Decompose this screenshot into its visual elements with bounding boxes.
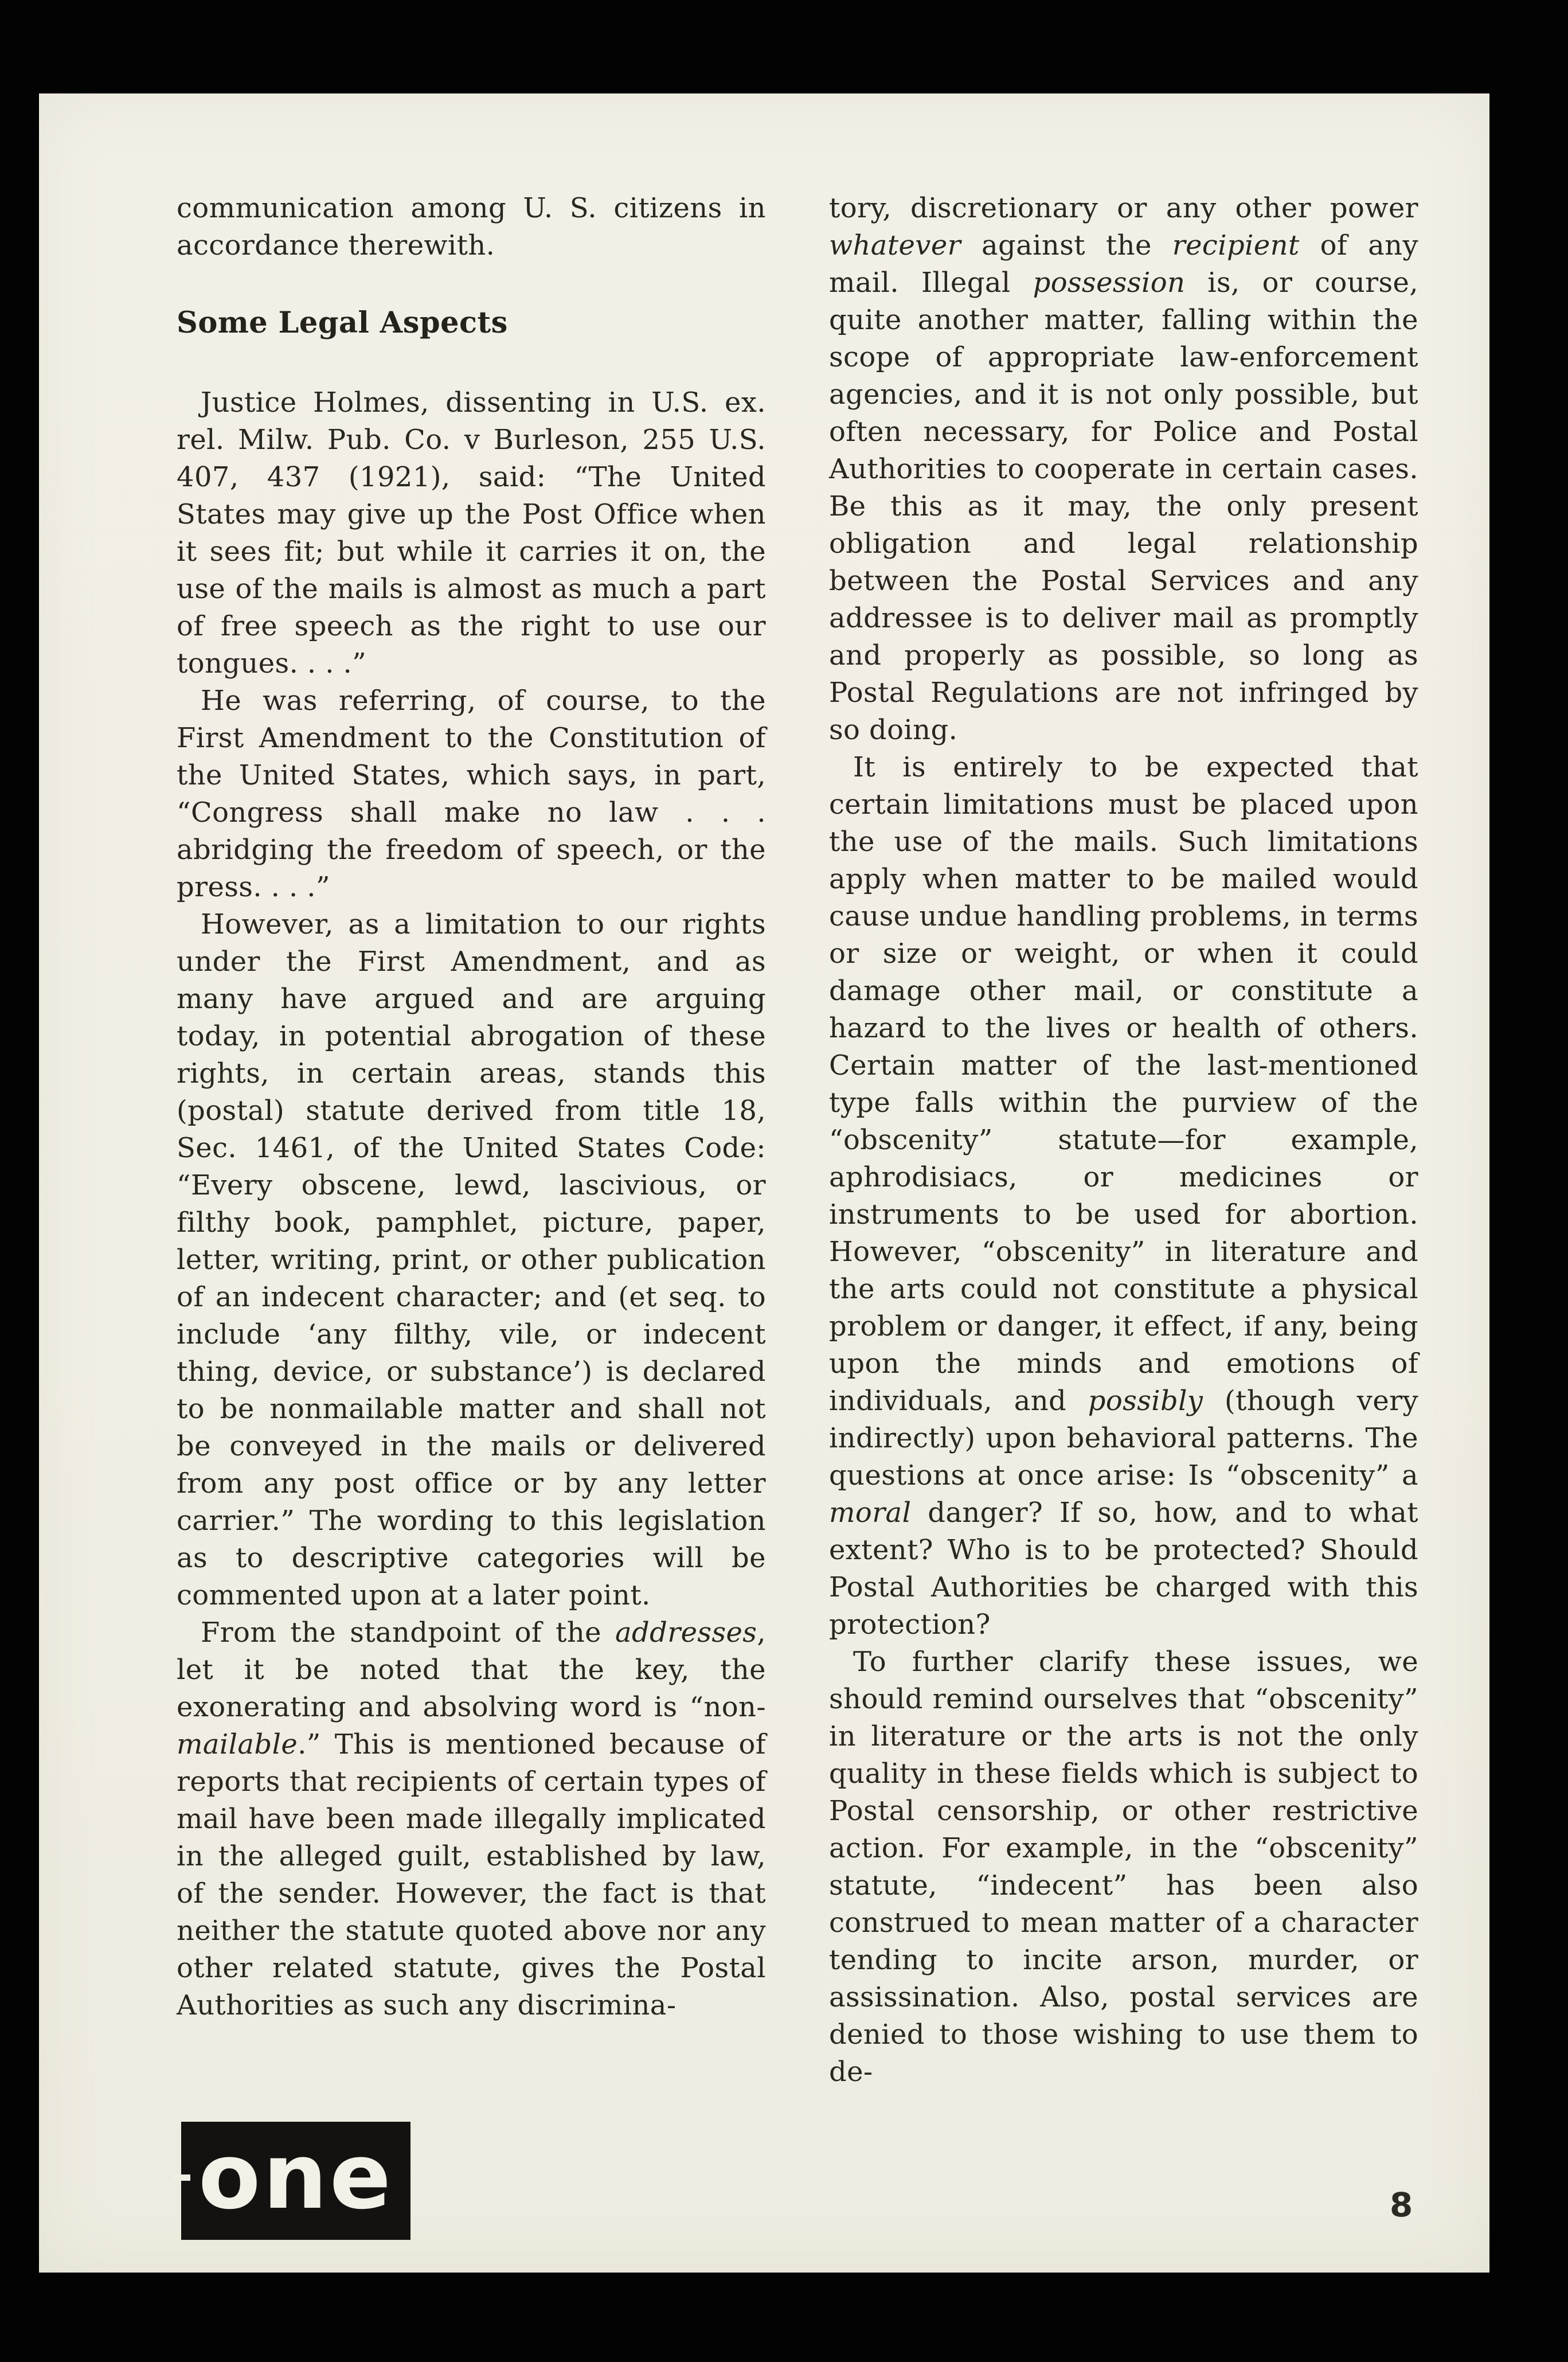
page-number: 8 bbox=[1390, 2185, 1413, 2224]
section-heading: Some Legal Aspects bbox=[177, 306, 508, 340]
magazine-page bbox=[39, 93, 1489, 2273]
body-paragraph: He was referring, of course, to the First Amendment to the Constitution of the United States, which says, in part, “Congress shall make no law . . . abridging the freedom of speech, or the press. . . .” bbox=[177, 685, 766, 903]
logo-text: one bbox=[198, 2124, 394, 2230]
right-column bbox=[829, 190, 1418, 2091]
left-column bbox=[177, 190, 766, 2024]
body-paragraph: communication among U. S. citizens in accordance therewith. bbox=[177, 192, 766, 261]
one-magazine-logo bbox=[181, 2122, 410, 2240]
body-paragraph: However, as a limitation to our rights under the First Amendment, and as many have argued and are arguing today, in potential abrogation of these rights, in certain areas, stands this (postal) statute derived from title 18, Sec. 1461, of the United States Code: “Every obscene, lewd, lascivious, or filthy book, pamphlet, picture, paper, letter, writing, print, or other publication of an indecent character; and (et seq. to include ‘any filthy, vile, or indecent thing, device, or substance’) is declared to be nonmailable matter and shall not be conveyed in the mails or delivered from any post office or by any letter carrier.” The wording to this legislation as to descriptive categories will be commented upon at a later point. bbox=[177, 908, 766, 1611]
body-paragraph: To further clarify these issues, we should remind ourselves that “obscenity” in literature or the arts is not the only quality in these fields which is subject to Postal censorship, or other restrictive action. For example, in the “obscenity” statute, “indecent” has been also construed to mean matter of a character tending to incite arson, murder, or assissination. Also, postal services are denied to those wishing to use them to de- bbox=[829, 1646, 1418, 2088]
body-paragraph: Justice Holmes, dissenting in U.S. ex. rel. Milw. Pub. Co. v Burleson, 255 U.S. 407, 437 (1921), said: “The United States may give up the Post Office when it sees fit; but while it carries it on, the use of the mails is almost as much a part of free speech as the right to use our tongues. . . .” bbox=[177, 386, 766, 680]
body-paragraph: tory, discretionary or any other power whatever against the recipient of any mail. Illegal possession is, or course, quite another matter, falling within the scope of appropriate law-enforcement agencies, and it is not only possible, but often necessary, for Police and Postal Authorities to cooperate in certain cases. Be this as it may, the only present obligation and legal relationship between the Postal Services and any addressee is to deliver mail as promptly and properly as possible, so long as Postal Regulations are not infringed by so doing. bbox=[829, 192, 1418, 746]
body-paragraph: From the standpoint of the addresses, let it be noted that the key, the exonerating and absolving word is “non-mailable.” This is mentioned because of reports that recipients of certain types of mail have been made illegally implicated in the alleged guilt, established by law, of the sender. However, the fact is that neither the statute quoted above nor any other related statute, gives the Postal Authorities as such any discrimina- bbox=[177, 1617, 766, 2021]
body-paragraph: It is entirely to be expected that certain limitations must be placed upon the use of the mails. Such limitations apply when matter to be mailed would cause undue handling problems, in terms or size or weight, or when it could damage other mail, or constitute a hazard to the lives or health of others. Certain matter of the last-mentioned type falls within the purview of the “obscenity” statute—for example, aphrodisiacs, or medicines or instruments to be used for abortion. However, “obscenity” in literature and the arts could not constitute a physical problem or danger, it effect, if any, being upon the minds and emotions of individuals, and possibly (though very indirectly) upon behavioral patterns. The questions at once arise: Is “obscenity” a moral danger? If so, how, and to what extent? Who is to be protected? Should Postal Authorities be charged with this protection? bbox=[829, 751, 1418, 1641]
